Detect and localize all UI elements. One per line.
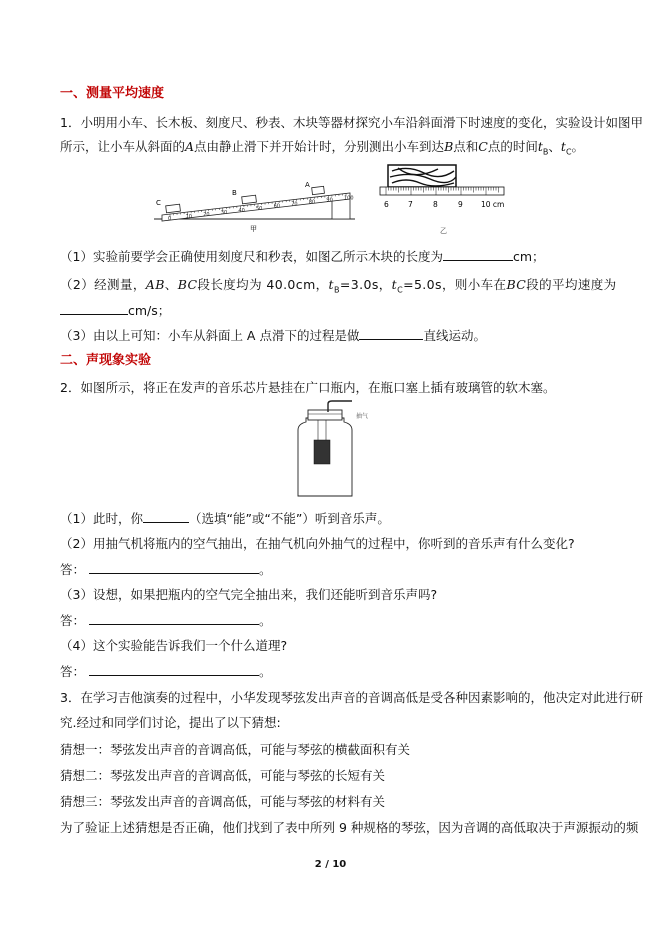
q2-part2: （2）用抽气机将瓶内的空气抽出，在抽气机向外抽气的过程中，你听到的音乐声有什么变化? xyxy=(60,536,575,551)
fig-caption-left: 甲 xyxy=(250,225,257,233)
incline-tick-label: 50 xyxy=(256,205,263,212)
section-title-1: 一、测量平均速度 xyxy=(60,86,165,101)
q3-line1: 3．在学习吉他演奏的过程中，小华发现琴弦发出声音的音调高低是受各种因素影响的，他决定对此进行研 xyxy=(60,690,643,705)
q1-part2-answer: cm/s； xyxy=(60,302,170,319)
ruler-label-8: 8 xyxy=(433,200,438,209)
q3-guess1: 猜想一：琴弦发出声音的音调高低，可能与琴弦的横截面积有关 xyxy=(60,742,411,757)
q2-intro: 2．如图所示，将正在发声的音乐芯片悬挂在广口瓶内，在瓶口塞上插有玻璃管的软木塞。 xyxy=(60,380,556,395)
ruler-label-9: 9 xyxy=(458,200,463,209)
q2-part1: （1）此时，你 （选填“能”或“不能”）听到音乐声。 xyxy=(60,511,390,526)
q2-part4: （4）这个实验能告诉我们一个什么道理? xyxy=(60,638,288,653)
incline-label-c: C xyxy=(156,199,161,207)
incline-tick-label: 60 xyxy=(273,203,280,210)
ruler-figure xyxy=(378,163,508,237)
jar-figure xyxy=(290,400,370,500)
q1-part2: （2）经测量，AB、BC段长度均为 40.0cm，$t_B=3.0s$，$t_C=5.0s$，则小车在BC段的平均速度为 xyxy=(60,277,617,295)
q1-part1: （1）实验前要学会正确使用刻度尺和秒表，如图乙所示木块的长度为 cm； xyxy=(60,249,545,264)
answer-blank[interactable] xyxy=(443,248,513,261)
q3-line2: 究.经过和同学们讨论，提出了以下猜想: xyxy=(60,715,281,730)
incline-tick-label: 30 xyxy=(220,209,228,216)
answer-blank[interactable] xyxy=(89,561,259,574)
incline-tick-label: 100 xyxy=(344,195,354,202)
q2-answer4: 答： 。 xyxy=(60,664,272,679)
incline-tick-label: 20 xyxy=(203,211,210,218)
answer-blank[interactable] xyxy=(143,510,189,523)
q3-guess3: 猜想三：琴弦发出声音的音调高低，可能与琴弦的材料有关 xyxy=(60,794,386,809)
q3-line3: 为了验证上述猜想是否正确，他们找到了表中所列 9 种规格的琴弦，因为音调的高低取决于声源振动的频 xyxy=(60,820,639,835)
incline-label-b: B xyxy=(232,189,237,197)
answer-blank[interactable] xyxy=(359,327,423,340)
incline-tick-label: 40 xyxy=(238,207,245,214)
answer-blank[interactable] xyxy=(89,612,259,625)
fig-caption-right: 乙 xyxy=(440,227,447,235)
answer-blank[interactable] xyxy=(89,663,259,676)
q2-answer3: 答： 。 xyxy=(60,613,272,628)
answer-blank[interactable] xyxy=(60,302,128,315)
incline-figure xyxy=(150,175,360,235)
incline-tick-label: 70 xyxy=(291,201,298,208)
section-title-2: 二、声现象实验 xyxy=(60,353,152,368)
q1-intro-line1: 1．小明用小车、长木板、刻度尺、秒表、木块等器材探究小车沿斜面滑下时速度的变化，实验设计如图甲 xyxy=(60,115,643,130)
page-number: 2 / 10 xyxy=(314,859,347,870)
ruler-label-6: 6 xyxy=(384,200,389,209)
q2-part3: （3）设想，如果把瓶内的空气完全抽出来，我们还能听到音乐声吗? xyxy=(60,587,438,602)
incline-label-a: A xyxy=(305,181,310,189)
q2-answer2: 答： 。 xyxy=(60,562,272,577)
ruler-label-10: 10 cm xyxy=(481,200,505,209)
jar-label: 抽气 xyxy=(356,413,369,420)
q1-intro-line2: 所示，让小车从斜面的A点由静止滑下并开始计时，分别测出小车到达B点和C点的时间$t_B$、$t_C$。 xyxy=(60,139,585,157)
incline-tick-label: 80 xyxy=(308,199,316,206)
incline-tick-label: 90 xyxy=(326,197,333,204)
incline-tick-label: 10 xyxy=(185,214,192,221)
q1-part3: （3）由以上可知：小车从斜面上 A 点滑下的过程是做 直线运动。 xyxy=(60,328,486,343)
ruler-label-7: 7 xyxy=(408,200,413,209)
music-chip-icon xyxy=(314,440,330,464)
incline-tick-label: 0 xyxy=(168,216,172,223)
q3-guess2: 猜想二：琴弦发出声音的音调高低，可能与琴弦的长短有关 xyxy=(60,768,386,783)
